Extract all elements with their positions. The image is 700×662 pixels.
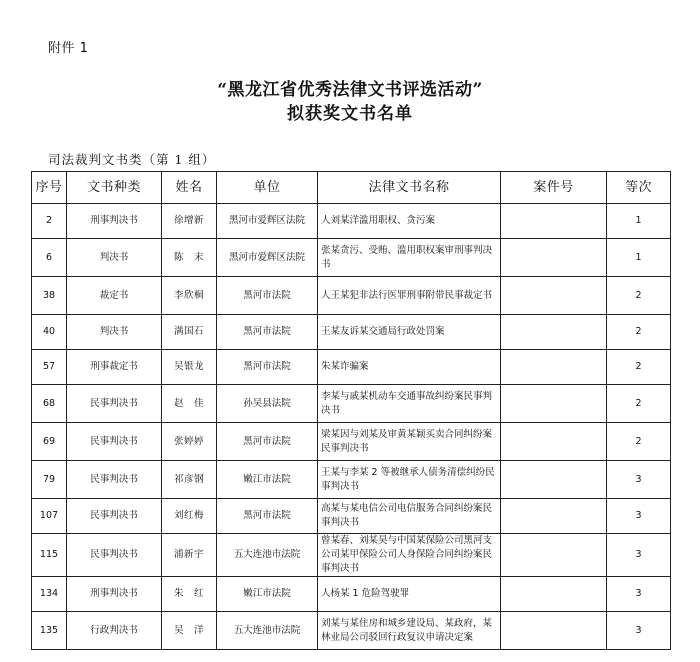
table-row bbox=[32, 612, 671, 650]
cell-case bbox=[501, 423, 607, 461]
cell-doc: 人杨某 1 危险驾驶罪 bbox=[318, 577, 501, 612]
column-header-case: 案件号 bbox=[501, 172, 607, 204]
cell-doc: 人刘某洋滥用职权、贪污案 bbox=[318, 204, 501, 239]
cell-seq: 107 bbox=[32, 499, 67, 534]
column-header-doc: 法律文书名称 bbox=[318, 172, 501, 204]
cell-rank: 2 bbox=[607, 315, 671, 350]
awards-table bbox=[31, 171, 671, 650]
column-header-name: 姓名 bbox=[162, 172, 217, 204]
cell-unit: 孙吴县法院 bbox=[217, 385, 318, 423]
cell-seq: 69 bbox=[32, 423, 67, 461]
table-row bbox=[32, 461, 671, 499]
cell-seq: 2 bbox=[32, 204, 67, 239]
cell-rank: 3 bbox=[607, 577, 671, 612]
cell-name: 朱 红 bbox=[162, 577, 217, 612]
cell-unit: 嫩江市法院 bbox=[217, 577, 318, 612]
cell-type: 裁定书 bbox=[67, 277, 162, 315]
column-header-unit: 单位 bbox=[217, 172, 318, 204]
cell-unit: 黑河市法院 bbox=[217, 350, 318, 385]
cell-case bbox=[501, 385, 607, 423]
cell-unit: 黑河市爱辉区法院 bbox=[217, 204, 318, 239]
cell-unit: 五大连池市法院 bbox=[217, 612, 318, 650]
cell-doc: 王某与李某 2 等被继承人债务清偿纠纷民事判决书 bbox=[318, 461, 501, 499]
table-row bbox=[32, 534, 671, 577]
cell-rank: 3 bbox=[607, 534, 671, 577]
cell-seq: 40 bbox=[32, 315, 67, 350]
table-row bbox=[32, 277, 671, 315]
cell-type: 刑事判决书 bbox=[67, 204, 162, 239]
cell-type: 判决书 bbox=[67, 315, 162, 350]
cell-unit: 黑河市法院 bbox=[217, 423, 318, 461]
table-row bbox=[32, 315, 671, 350]
cell-name: 满国石 bbox=[162, 315, 217, 350]
cell-seq: 6 bbox=[32, 239, 67, 277]
cell-unit: 嫩江市法院 bbox=[217, 461, 318, 499]
cell-case bbox=[501, 499, 607, 534]
title-line-2: 拟获奖文书名单 bbox=[287, 104, 413, 124]
cell-case bbox=[501, 350, 607, 385]
title-line-1: “黑龙江省优秀法律文书评选活动” bbox=[217, 80, 483, 100]
table-row bbox=[32, 204, 671, 239]
cell-case bbox=[501, 534, 607, 577]
cell-seq: 57 bbox=[32, 350, 67, 385]
cell-rank: 1 bbox=[607, 204, 671, 239]
cell-doc: 人王某犯非法行医罪刑事附带民事裁定书 bbox=[318, 277, 501, 315]
table-header-row bbox=[32, 172, 671, 204]
table-row bbox=[32, 239, 671, 277]
cell-case bbox=[501, 612, 607, 650]
cell-doc: 王某友诉某交通局行政处罚案 bbox=[318, 315, 501, 350]
cell-case bbox=[501, 461, 607, 499]
cell-name: 李欣桐 bbox=[162, 277, 217, 315]
cell-name: 徐增新 bbox=[162, 204, 217, 239]
cell-seq: 79 bbox=[32, 461, 67, 499]
cell-unit: 黑河市法院 bbox=[217, 315, 318, 350]
cell-type: 行政判决书 bbox=[67, 612, 162, 650]
cell-case bbox=[501, 277, 607, 315]
cell-type: 民事判决书 bbox=[67, 499, 162, 534]
cell-doc: 刘某与某住房和城乡建设局、某政府，某林业局公司驳回行政复议申请决定案 bbox=[318, 612, 501, 650]
cell-rank: 2 bbox=[607, 350, 671, 385]
column-header-type: 文书种类 bbox=[67, 172, 162, 204]
cell-name: 祁彦钢 bbox=[162, 461, 217, 499]
cell-type: 民事判决书 bbox=[67, 423, 162, 461]
column-header-seq: 序号 bbox=[32, 172, 67, 204]
table-row bbox=[32, 385, 671, 423]
cell-rank: 3 bbox=[607, 461, 671, 499]
cell-type: 民事判决书 bbox=[67, 385, 162, 423]
cell-rank: 2 bbox=[607, 423, 671, 461]
cell-rank: 2 bbox=[607, 277, 671, 315]
cell-type: 判决书 bbox=[67, 239, 162, 277]
cell-rank: 3 bbox=[607, 612, 671, 650]
column-header-rank: 等次 bbox=[607, 172, 671, 204]
cell-type: 刑事裁定书 bbox=[67, 350, 162, 385]
table-row bbox=[32, 577, 671, 612]
cell-unit: 五大连池市法院 bbox=[217, 534, 318, 577]
cell-name: 吴 洋 bbox=[162, 612, 217, 650]
cell-doc: 李某与戚某机动车交通事故纠纷案民事判决书 bbox=[318, 385, 501, 423]
cell-case bbox=[501, 204, 607, 239]
cell-case bbox=[501, 315, 607, 350]
cell-name: 刘红梅 bbox=[162, 499, 217, 534]
cell-name: 陈 末 bbox=[162, 239, 217, 277]
cell-doc: 梁某因与刘某及审黄某颖买卖合同纠纷案民事判决书 bbox=[318, 423, 501, 461]
cell-unit: 黑河市爱辉区法院 bbox=[217, 239, 318, 277]
cell-doc: 曾某春、刘某昊与中国某保险公司黑河支公司某甲保险公司人身保险合同纠纷案民事判决书 bbox=[318, 534, 501, 577]
cell-doc: 张某贪污、受贿、滥用职权案审刑事判决书 bbox=[318, 239, 501, 277]
cell-name: 吴银龙 bbox=[162, 350, 217, 385]
cell-case bbox=[501, 577, 607, 612]
document-title bbox=[0, 78, 700, 126]
table-row bbox=[32, 350, 671, 385]
cell-doc: 高某与某电信公司电信服务合同纠纷案民事判决书 bbox=[318, 499, 501, 534]
cell-unit: 黑河市法院 bbox=[217, 277, 318, 315]
attachment-label: 附件 1 bbox=[48, 41, 89, 56]
cell-unit: 黑河市法院 bbox=[217, 499, 318, 534]
cell-seq: 38 bbox=[32, 277, 67, 315]
table-row bbox=[32, 423, 671, 461]
cell-seq: 134 bbox=[32, 577, 67, 612]
table-row bbox=[32, 499, 671, 534]
section-label: 司法裁判文书类（第 1 组） bbox=[48, 152, 216, 167]
cell-seq: 68 bbox=[32, 385, 67, 423]
cell-name: 张婷婷 bbox=[162, 423, 217, 461]
cell-type: 民事判决书 bbox=[67, 534, 162, 577]
cell-rank: 1 bbox=[607, 239, 671, 277]
cell-name: 浦新宇 bbox=[162, 534, 217, 577]
cell-type: 民事判决书 bbox=[67, 461, 162, 499]
cell-rank: 3 bbox=[607, 499, 671, 534]
cell-seq: 135 bbox=[32, 612, 67, 650]
cell-case bbox=[501, 239, 607, 277]
cell-doc: 朱某诈骗案 bbox=[318, 350, 501, 385]
cell-rank: 2 bbox=[607, 385, 671, 423]
cell-seq: 115 bbox=[32, 534, 67, 577]
cell-name: 赵 佳 bbox=[162, 385, 217, 423]
cell-type: 刑事判决书 bbox=[67, 577, 162, 612]
